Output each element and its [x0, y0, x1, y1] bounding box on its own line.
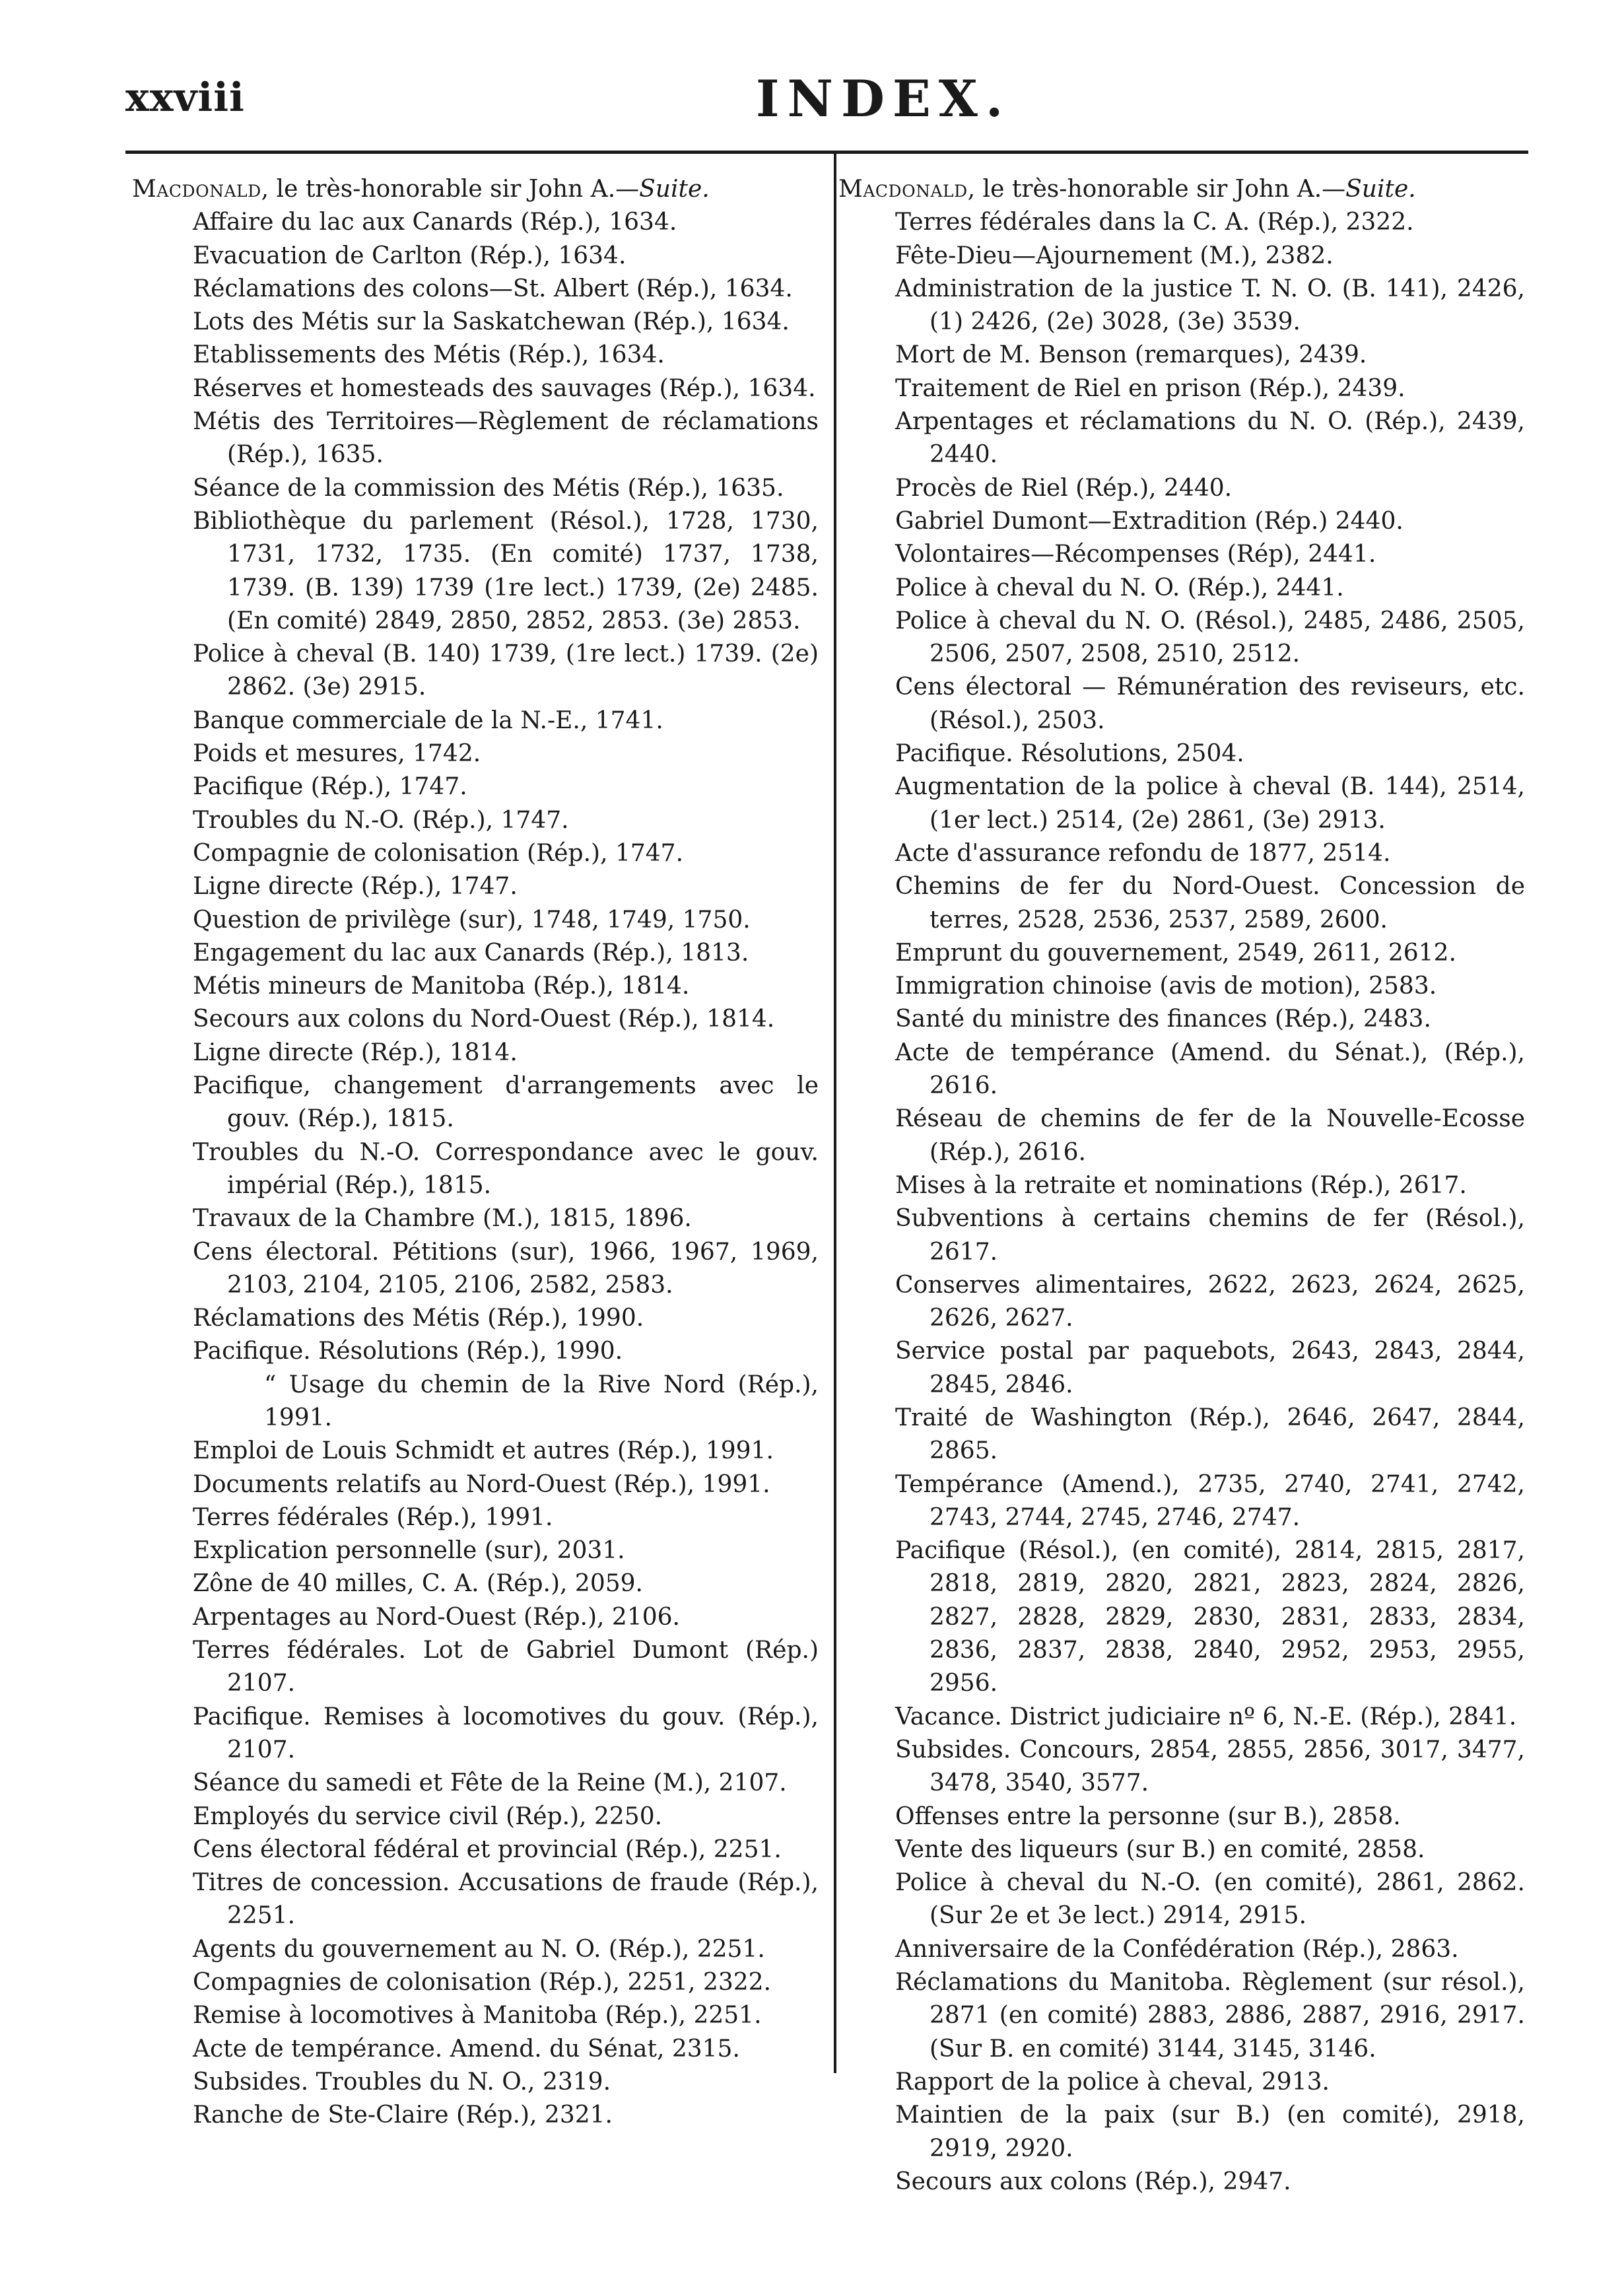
index-entry: Procès de Riel (Rép.), 2440.	[895, 474, 1233, 502]
index-entry: Mises à la retraite et nominations (Rép.), 2617.	[895, 1171, 1467, 1199]
index-entry: Cens électoral — Rémunération des reviseurs, etc. (Résol.), 2503.	[895, 673, 1525, 734]
index-entry: Volontaires—Récompenses (Rép), 2441.	[895, 541, 1376, 568]
index-entry: Bibliothèque du parlement (Résol.), 1728, 1730, 1731, 1732, 1735. (En comité) 1737, 1738, 1739. (B. 139) 1739 (1re lect.) 1739, (2e) 2485. (En comité) 2849, 2850, 2852, 2853. (3e) 2853.	[193, 507, 819, 634]
index-entry: Immigration chinoise (avis de motion), 2583.	[895, 973, 1437, 1000]
index-entry: Engagement du lac aux Canards (Rép.), 1813.	[193, 939, 749, 967]
index-entry: Titres de concession. Accusations de fraude (Rép.), 2251.	[193, 1869, 819, 1930]
page-title: INDEX.	[756, 69, 1011, 128]
index-entry: Pacifique. Remises à locomotives du gouv. (Rép.), 2107.	[193, 1703, 819, 1763]
index-entry: Police à cheval (B. 140) 1739, (1re lect.) 1739. (2e) 2862. (3e) 2915.	[193, 640, 819, 701]
heading-rest: , le très-honorable sir John A.—	[261, 176, 640, 203]
index-entry: Ligne directe (Rép.), 1747.	[193, 873, 518, 901]
heading-name: Macdonald	[132, 176, 261, 203]
index-entry: Service postal par paquebots, 2643, 2843, 2844, 2845, 2846.	[895, 1338, 1525, 1398]
column-heading	[132, 173, 819, 206]
index-entry: Subventions à certains chemins de fer (Résol.), 2617.	[895, 1205, 1525, 1266]
index-entry: Pacifique, changement d'arrangements avec le gouv. (Rép.), 1815.	[193, 1072, 819, 1133]
header-rule	[125, 151, 1528, 154]
index-entry: Traitement de Riel en prison (Rép.), 2439.	[895, 374, 1405, 402]
index-entry: Subsides. Troubles du N. O., 2319.	[193, 2068, 611, 2096]
index-entry: Employés du service civil (Rép.), 2250.	[193, 1802, 663, 1830]
index-column-right	[838, 173, 1525, 2199]
index-entry: Réseau de chemins de fer de la Nouvelle-Ecosse (Rép.), 2616.	[895, 1105, 1525, 1166]
index-entry: Terres fédérales (Rép.), 1991.	[193, 1503, 553, 1531]
index-entry: Troubles du N.-O. (Rép.), 1747.	[193, 806, 569, 834]
heading-suite: Suite.	[639, 176, 710, 203]
index-entry: Cens électoral. Pétitions (sur), 1966, 1967, 1969, 2103, 2104, 2105, 2106, 2582, 2583.	[193, 1238, 819, 1299]
index-entry: Offenses entre la personne (sur B.), 2858.	[895, 1802, 1401, 1830]
index-entry: Anniversaire de la Confédération (Rép.), 2863.	[895, 1935, 1459, 1963]
index-entry: Métis mineurs de Manitoba (Rép.), 1814.	[193, 973, 690, 1000]
index-entry: Pacifique. Résolutions, 2504.	[895, 740, 1244, 768]
index-entry: Arpentages au Nord-Ouest (Rép.), 2106.	[193, 1603, 680, 1631]
index-entry: Rapport de la police à cheval, 2913.	[895, 2068, 1330, 2096]
index-entry: Terres fédérales dans la C. A. (Rép.), 2322.	[895, 209, 1414, 236]
index-entry: “ Usage du chemin de la Rive Nord (Rép.), 1991.	[264, 1371, 819, 1431]
index-entry: Fête-Dieu—Ajournement (M.), 2382.	[895, 242, 1334, 269]
index-entry: Maintien de la paix (sur B.) (en comité), 2918, 2919, 2920.	[895, 2101, 1525, 2162]
index-entry: Secours aux colons du Nord-Ouest (Rép.), 1814.	[193, 1006, 775, 1033]
page-number: xxviii	[125, 75, 245, 121]
index-entry: Acte d'assurance refondu de 1877, 2514.	[895, 839, 1391, 867]
index-entry: Administration de la justice T. N. O. (B. 141), 2426, (1) 2426, (2e) 3028, (3e) 3539.	[895, 275, 1525, 336]
index-entry: Tempérance (Amend.), 2735, 2740, 2741, 2742, 2743, 2744, 2745, 2746, 2747.	[895, 1470, 1525, 1531]
index-entry: Réclamations du Manitoba. Règlement (sur résol.), 2871 (en comité) 2883, 2886, 2887, 2916, 2917. (Sur B. en comité) 3144, 3145, 3146.	[895, 1969, 1525, 2063]
index-entry: Vacance. District judiciaire nº 6, N.-E. (Rép.), 2841.	[895, 1703, 1517, 1730]
index-entry: Acte de tempérance. Amend. du Sénat, 2315.	[193, 2035, 740, 2063]
index-entry: Ligne directe (Rép.), 1814.	[193, 1039, 518, 1066]
index-entry: Etablissements des Métis (Rép.), 1634.	[193, 341, 665, 369]
index-entry: Poids et mesures, 1742.	[193, 740, 481, 768]
index-entry: Documents relatifs au Nord-Ouest (Rép.), 1991.	[193, 1470, 770, 1498]
index-entry: Réserves et homesteads des sauvages (Rép.), 1634.	[193, 374, 816, 402]
index-entry: Zône de 40 milles, C. A. (Rép.), 2059.	[193, 1570, 643, 1598]
index-entry: Police à cheval du N.-O. (en comité), 2861, 2862. (Sur 2e et 3e lect.) 2914, 2915.	[895, 1869, 1525, 1930]
entry-list	[132, 206, 819, 2132]
index-entry: Métis des Territoires—Règlement de réclamations (Rép.), 1635.	[193, 408, 819, 469]
index-entry: Travaux de la Chambre (M.), 1815, 1896.	[193, 1205, 692, 1233]
index-entry: Affaire du lac aux Canards (Rép.), 1634.	[193, 209, 677, 236]
index-entry: Traité de Washington (Rép.), 2646, 2647, 2844, 2865.	[895, 1404, 1525, 1465]
index-entry: Chemins de fer du Nord-Ouest. Concession de terres, 2528, 2536, 2537, 2589, 2600.	[895, 873, 1525, 934]
index-column-left	[132, 173, 819, 2133]
index-entry: Banque commerciale de la N.-E., 1741.	[193, 706, 663, 734]
heading-suite: Suite.	[1345, 176, 1416, 203]
index-entry: Compagnie de colonisation (Rép.), 1747.	[193, 839, 684, 867]
index-entry: Vente des liqueurs (sur B.) en comité, 2858.	[895, 1835, 1425, 1863]
index-entry: Secours aux colons (Rép.), 2947.	[895, 2168, 1291, 2195]
index-entry: Réclamations des colons—St. Albert (Rép.), 1634.	[193, 275, 793, 302]
index-entry: Arpentages et réclamations du N. O. (Rép.), 2439, 2440.	[895, 408, 1525, 469]
index-entry: Agents du gouvernement au N. O. (Rép.), 2251.	[193, 1935, 765, 1963]
entry-list	[838, 206, 1525, 2199]
index-entry: Explication personnelle (sur), 2031.	[193, 1537, 625, 1565]
index-entry: Santé du ministre des finances (Rép.), 2483.	[895, 1006, 1431, 1033]
index-entry: Séance du samedi et Fête de la Reine (M.), 2107.	[193, 1769, 787, 1797]
index-entry: Augmentation de la police à cheval (B. 144), 2514, (1er lect.) 2514, (2e) 2861, (3e) 2913.	[895, 773, 1525, 834]
index-entry: Evacuation de Carlton (Rép.), 1634.	[193, 242, 626, 269]
heading-rest: , le très-honorable sir John A.—	[967, 176, 1346, 203]
heading-name: Macdonald	[838, 176, 968, 203]
column-heading	[838, 173, 1525, 206]
index-entry: Pacifique. Résolutions (Rép.), 1990.	[193, 1338, 623, 1365]
index-entry: Terres fédérales. Lot de Gabriel Dumont (Rép.) 2107.	[193, 1637, 819, 1697]
index-entry: Emploi de Louis Schmidt et autres (Rép.), 1991.	[193, 1437, 774, 1465]
index-entry: Séance de la commission des Métis (Rép.), 1635.	[193, 474, 784, 502]
index-entry: Gabriel Dumont—Extradition (Rép.) 2440.	[895, 507, 1404, 535]
index-entry: Subsides. Concours, 2854, 2855, 2856, 3017, 3477, 3478, 3540, 3577.	[895, 1736, 1525, 1797]
index-entry: Compagnies de colonisation (Rép.), 2251, 2322.	[193, 1969, 772, 1997]
index-entry: Ranche de Ste-Claire (Rép.), 2321.	[193, 2101, 613, 2129]
index-entry: Question de privilège (sur), 1748, 1749, 1750.	[193, 906, 751, 934]
index-entry: Pacifique (Rép.), 1747.	[193, 773, 467, 801]
index-entry: Mort de M. Benson (remarques), 2439.	[895, 341, 1367, 369]
index-entry: Lots des Métis sur la Saskatchewan (Rép.), 1634.	[193, 308, 790, 336]
index-entry: Acte de tempérance (Amend. du Sénat.), (Rép.), 2616.	[895, 1039, 1525, 1100]
index-entry: Cens électoral fédéral et provincial (Rép.), 2251.	[193, 1835, 782, 1863]
index-entry: Troubles du N.-O. Correspondance avec le gouv. impérial (Rép.), 1815.	[193, 1138, 819, 1199]
index-entry: Conserves alimentaires, 2622, 2623, 2624, 2625, 2626, 2627.	[895, 1271, 1525, 1332]
index-entry: Pacifique (Résol.), (en comité), 2814, 2815, 2817, 2818, 2819, 2820, 2821, 2823, 2824, 2826, 2827, 2828, 2829, 2830, 2831, 2833, 2834, 2836, 2837, 2838, 2840, 2952, 2953, 2955, 2956.	[895, 1537, 1525, 1697]
index-entry: Police à cheval du N. O. (Résol.), 2485, 2486, 2505, 2506, 2507, 2508, 2510, 2512.	[895, 607, 1525, 668]
index-entry: Police à cheval du N. O. (Rép.), 2441.	[895, 574, 1344, 601]
index-entry: Remise à locomotives à Manitoba (Rép.), 2251.	[193, 2002, 762, 2030]
column-divider	[834, 153, 836, 2073]
index-entry: Emprunt du gouvernement, 2549, 2611, 2612.	[895, 939, 1456, 967]
index-entry: Réclamations des Métis (Rép.), 1990.	[193, 1305, 644, 1332]
